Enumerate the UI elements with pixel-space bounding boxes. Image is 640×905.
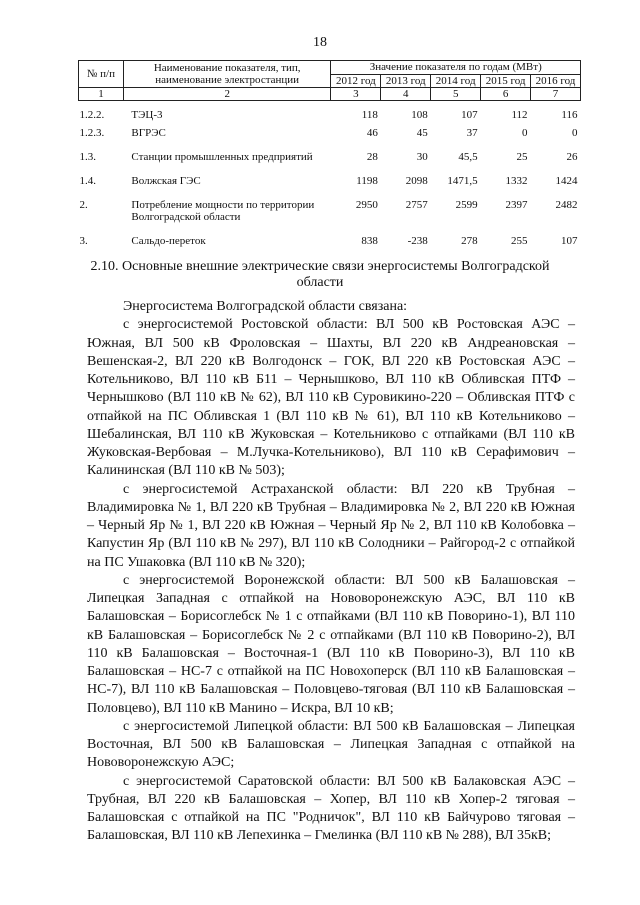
row-value: 1471,5	[447, 174, 478, 187]
row-value: 2757	[405, 198, 428, 211]
table-row	[79, 125, 581, 149]
table-row	[79, 233, 581, 253]
row-name: Волжская ГЭС	[131, 174, 201, 187]
row-value: 1424	[555, 174, 578, 187]
row-value: 2599	[455, 198, 478, 211]
row-value: 46	[366, 126, 378, 139]
row-value: 118	[361, 109, 378, 122]
row-value: 45,5	[458, 150, 478, 163]
row-value: 2397	[505, 198, 528, 211]
row-name: Станции промышленных предприятий	[131, 150, 313, 163]
row-name: ВГРЭС	[131, 126, 166, 139]
header-year: 2014 год	[431, 74, 481, 88]
row-value: 25	[516, 150, 528, 163]
column-number: 3	[331, 88, 381, 101]
row-value: 2098	[405, 174, 428, 187]
header-values-group: Значение показателя по годам (МВт)	[331, 61, 581, 75]
table-row	[79, 197, 581, 233]
column-number: 4	[381, 88, 431, 101]
header-year: 2015 год	[481, 74, 531, 88]
table-row	[79, 101, 581, 125]
row-value: 26	[566, 150, 578, 163]
row-name: Сальдо-переток	[131, 234, 206, 247]
row-value: 2950	[355, 198, 378, 211]
row-name: ТЭЦ-3	[131, 109, 163, 122]
row-value: 278	[461, 234, 478, 247]
page-number: 18	[313, 35, 327, 50]
power-indicators-table	[78, 60, 581, 253]
paragraph: с энергосистемой Липецкой области: ВЛ 500 кВ Балашовская – Липецкая Восточная, ВЛ 500 кВ Балашовская – Липецкая Западная с отпайкой на Нововоронежскую АЭС;	[87, 718, 575, 771]
paragraph: с энергосистемой Ростовской области: ВЛ 500 кВ Ростовская АЭС – Южная, ВЛ 500 кВ Фроловская – Шахты, ВЛ 220 кВ Андреановская – Вешенская-2, ВЛ 220 кВ Волгодонск – ГОК, ВЛ 220 кВ Ростовская АЭС – Котельниково, ВЛ 110 кВ Б11 – Чернышково, ВЛ 110 кВ Обливская ПТФ – Чернышково (ВЛ 110 кВ № 62), ВЛ 110 кВ Суровикино-220 – Обливская ПТФ с отпайкой на ПС Обливская 1 (ВЛ 110 кВ № 61), ВЛ 110 кВ Котельниково – Шебалинская, ВЛ 110 кВ Жуковская – Котельниково с отпайками (ВЛ 110 кВ Жуковская-Вербовая – М.Лучка-Котельниково), ВЛ 110 кВ Серафимович – Калининская (ВЛ 110 кВ № 503);	[87, 317, 575, 479]
row-value: 838	[361, 234, 378, 247]
body-text	[87, 298, 575, 846]
column-number: 7	[531, 88, 581, 101]
paragraph: с энергосистемой Саратовской области: ВЛ 500 кВ Балаковская АЭС – Трубная, ВЛ 220 кВ Балашовская – Хопер, ВЛ 110 кВ Хопер-2 тяговая – Балашовская с отпайкой на ПС "Родничок", ВЛ 110 кВ Байчурово тяговая – Балашовская, ВЛ 110 кВ Лепехинка – Гмелинка (ВЛ 110 кВ № 288), ВЛ 35кВ;	[87, 773, 575, 844]
paragraph: Энергосистема Волгоградской области связана:	[123, 299, 408, 314]
row-value: 1198	[356, 174, 378, 187]
row-value: 107	[461, 109, 478, 122]
paragraph: с энергосистемой Воронежской области: ВЛ 500 кВ Балашовская – Липецкая Западная с отпайкой на Нововоронежскую АЭС, ВЛ 110 кВ Балашовская – Борисоглебск № 1 с отпайками (ВЛ 110 кВ Поворино-1), ВЛ 110 кВ Балашовская – Борисоглебск № 2 с отпайками (ВЛ 110 кВ Поворино-2), ВЛ 110 кВ Балашовская – Восточная-1 (ВЛ 110 кВ Поворино-3), ВЛ 110 кВ Балашовская – НС-7 с отпайкой на ПС Новохоперск (ВЛ 110 кВ Балашовская – НС-7), ВЛ 110 кВ Балашовская – Половцево-тяговая (ВЛ 110 кВ Балашовская – Половцево), ВЛ 110 кВ Манино – Искра, ВЛ 10 кВ;	[87, 572, 575, 716]
column-number: 6	[481, 88, 531, 101]
row-code: 3.	[79, 234, 88, 247]
header-year: 2013 год	[381, 74, 431, 88]
section-title: 2.10. Основные внешние электрические связи энергосистемы Волгоградской области	[90, 259, 550, 290]
table-row	[79, 173, 581, 197]
row-code: 1.2.2.	[79, 109, 105, 122]
row-value: 45	[416, 126, 428, 139]
row-value: 28	[366, 150, 378, 163]
header-num: № п/п	[79, 61, 124, 88]
row-value: 0	[572, 126, 578, 139]
row-code: 2.	[79, 198, 88, 211]
row-code: 1.3.	[79, 150, 96, 163]
row-value: -238	[407, 234, 428, 247]
row-value: 37	[466, 126, 478, 139]
row-value: 107	[561, 234, 578, 247]
row-value: 1332	[505, 174, 528, 187]
row-value: 2482	[555, 198, 578, 211]
column-number: 1	[79, 88, 124, 101]
paragraph: с энергосистемой Астраханской области: ВЛ 220 кВ Трубная – Владимировка № 1, ВЛ 220 кВ Трубная – Владимировка № 2, ВЛ 220 кВ Южная – Черный Яр № 1, ВЛ 220 кВ Южная – Черный Яр № 2, ВЛ 110 кВ Колобовка – Капустин Яр (ВЛ 110 кВ № 297), ВЛ 110 кВ Солодники – Райгород-2 с отпайкой на ПС Ушаковка (ВЛ 110 кВ № 320);	[87, 481, 575, 570]
row-value: 108	[411, 109, 428, 122]
header-year: 2016 год	[531, 74, 581, 88]
row-code: 1.2.3.	[79, 126, 105, 139]
table-row	[79, 149, 581, 173]
row-value: 30	[416, 150, 428, 163]
column-number: 5	[431, 88, 481, 101]
row-name: Потребление мощности по территории Волгоградской области	[131, 198, 315, 224]
header-year: 2012 год	[331, 74, 381, 88]
row-value: 255	[511, 234, 528, 247]
column-number: 2	[123, 88, 331, 101]
row-code: 1.4.	[79, 174, 96, 187]
header-name: Наименование показателя, тип, наименование электростанции	[123, 61, 331, 88]
row-value: 112	[511, 109, 528, 122]
row-value: 0	[522, 126, 528, 139]
row-value: 116	[561, 109, 578, 122]
